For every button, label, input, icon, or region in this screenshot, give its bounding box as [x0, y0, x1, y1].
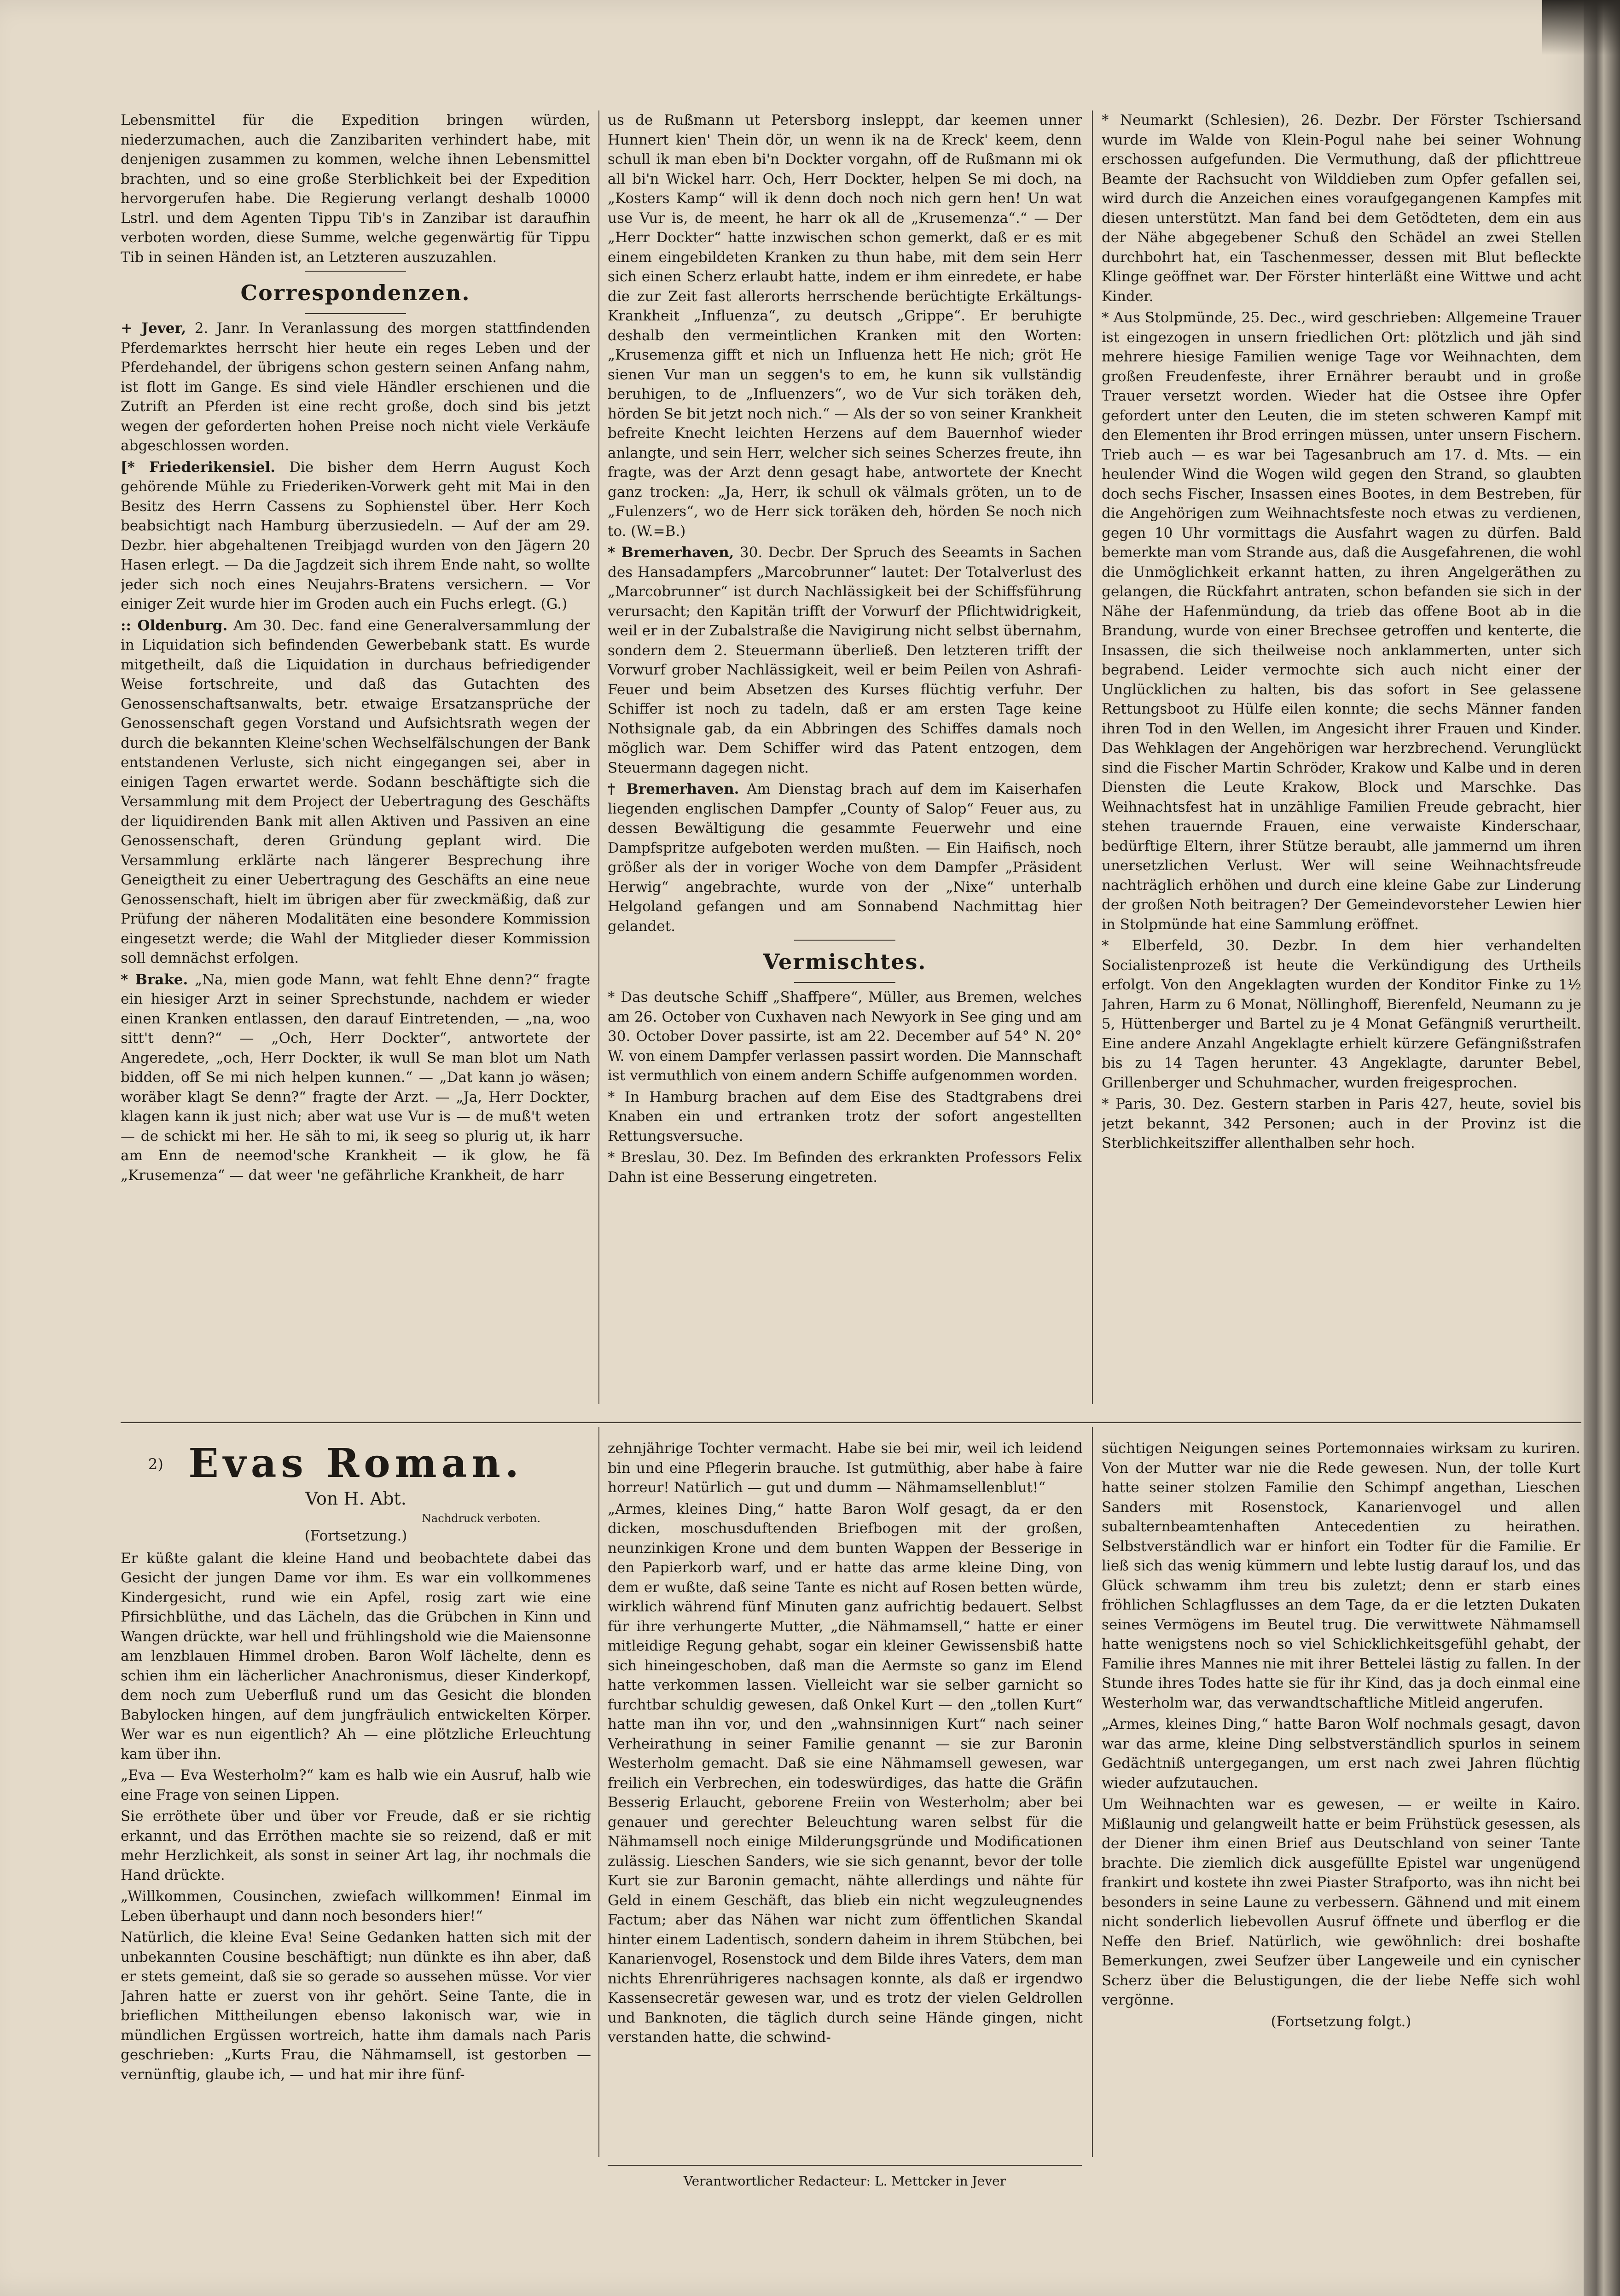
serial-paragraph: Natürlich, die kleine Eva! Seine Gedanken hatten sich mit der unbekannten Cousine beschäftigt; nun dünkte es ihn aber, daß er stets gemeint, daß sie so gerade so aussehen müsse. Vor vier Jahren hatte er zuerst von ihr gehört. Seine Tante, die in brieflichen Mittheilungen ebenso lakonisch war, wie in mündlichen Ergüssen wortreich, hatte ihm damals nach Paris geschrieben: „Kurts Frau, die Nähmamsell, ist gestorben — vernünftig, glaube ich, — und hat mir ihre fünf-: [121, 1929, 591, 2083]
section-heading-vermischtes: Vermischtes.: [763, 949, 927, 974]
divider: [794, 940, 895, 941]
article-text: Am 30. Dec. fand eine Generalversammlung der in Liquidation sich befindenden Gewerbebank statt. Es wurde mitgetheilt, daß die Liquidation in durchaus befriedigender Weise fortschreite, und daß das Gutachten des Genossenschaftsanwalts, betr. etwaige Ersatzansprüche der Genossenschaft gegen Vorstand und Aufsichtsrath wegen der durch die bekannten Kleine'schen Wechselfälschungen der Bank entstandenen Verluste, sich nicht eingegangen sei, aber in einigen Tagen erwartet werde. Sodann beschäftigte sich die Versammlung mit dem Project der Uebertragung des Geschäfts der liquidirenden Bank mit allen Aktiven und Passiven an eine Genossenschaft, deren Gründung geplant wird. Die Versammlung erklärte nach längerer Besprechung ihre Geneigtheit zu einer Uebertragung des Geschäfts an eine neue Genossenschaft, hielt im übrigen aber für zweckmäßig, daß zur Prüfung der näheren Modalitäten eine besondere Kommission eingesetzt werde; die Wahl der Mitglieder dieser Kommission soll demnächst erfolgen.: [121, 617, 590, 966]
serial-paragraph: „Armes, kleines Ding,“ hatte Baron Wolf gesagt, da er den dicken, moschusduftenden Briefbogen mit der großen, neunzinkigen Krone und dem bunten Wappen der Besserige in den Papierkorb warf, und er hatte das arme kleine Ding, von dem er wußte, daß seine Tante es nicht auf Rosen betten würde, wirklich während fünf Minuten ganz aufrichtig bedauert. Selbst für ihre verhungerte Mutter, „die Nähmamsell,“ hatte er einer mitleidige Regung gehabt, sogar ein kleiner Gewissensbiß hatte sich hineingeschoben, daß man die Aermste so ganz im Elend hatte verkommen lassen. Vielleicht war sie selber garnicht so furchtbar schuldig gewesen, daß Onkel Kurt — den „tollen Kurt“ hatte man ihn vor, und den „wahnsinnigen Kurt“ nach seiner Verheirathung in seiner Familie genannt — sie zur Baronin Westerholm gemacht. Daß sie eine Nähmamsell gewesen, war freilich ein Verbrechen, ein todeswürdiges, das hatte die Gräfin Besserig Erlaucht, geborene Freiin von Westerholm; aber bei genauer und gerechter Beleuchtung waren selbst für die Nähmamsell noch einige Milderungsgründe und Modificationen zulässig. Lieschen Sanders, wie sie sich genannt, bevor der tolle Kurt sie zur Baronin gemacht, nähte allerdings und nähte für Geld in einem Geschäft, das blieb ein nicht wegzuleugnendes Factum; aber das Nähen war nicht zum öffentlichen Skandal hinter einem Ladentisch, sondern daheim in ihrem Stübchen, bei Kanarienvogel, Rosenstock und dem Bilde ihres Vaters, dem man nichts Ehrenrührigeres nachsagen konnte, als daß er irgendwo Kassensecretär gewesen war, und es trotz der vielen Geldrollen und Banknoten, die täglich durch seine Hände gingen, nicht verstanden hatte, die schwind-: [608, 1500, 1083, 2046]
serial-column-2: [608, 1439, 1083, 2152]
column-rule: [1092, 110, 1093, 1404]
page-binding-edge: [1584, 0, 1620, 2296]
dateline-place: [* Friederikensiel.: [121, 459, 275, 476]
article-text: „Na, mien gode Mann, wat fehlt Ehne denn?“ fragte ein hiesiger Arzt in seiner Sprechstunde, nachdem er wieder einen Kranken entlassen, den darauf Eintretenden, — „na, woo sitt't denn?“ — „Och, Herr Dockter“, antwortete der Angeredete, „och, Herr Dockter, ik wull Se man blot um Nath bidden, off Se mi nich helpen kunnen.“ — „Dat kann jo wäsen; woräber klagt Se denn?“ fragte der Arzt. — „Ja, Herr Dockter, klagen kann ik just nich; aber wat use Vur is — de muß't weten — de schickt mi her. He säh to mi, ik seeg so plurig ut, ik harr am Enn de neemod'sche Krankheit — ik glow, he fä „Krusemenza“ — dat weer 'ne gefährliche Krankheit, de harr: [121, 971, 590, 1184]
serial-paragraph: zehnjährige Tochter vermacht. Habe sie bei mir, weil ich leidend bin und eine Pflegerin brauche. Ist gutmüthig, aber habe à faire horreur! Natürlich — gut und dumm — Nähmamsellenblut!“: [608, 1440, 1083, 1496]
serial-author: Von H. Abt.: [305, 1488, 406, 1509]
column-rule: [598, 110, 599, 1404]
article-paragraph: * Elberfeld, 30. Dezbr. In dem hier verhandelten Socialistenprozeß ist heute die Verkündigung des Urtheils erfolgt. Von den Angeklagten wurden der Konditor Finke zu 1½ Jahren, Harm zu 6 Monat, Nöllinghoff, Bierenfeld, Neumann zu je 5, Hüttenberger und Bartel zu je 4 Monat Gefängniß verurtheilt. Eine andere Anzahl Angeklagte erhielt kürzere Gefängnißstrafen bis zu 14 Tagen herunter. 43 Angeklagte, darunter Bebel, Grillenberger und Schuhmacher, wurden freigesprochen.: [1102, 937, 1581, 1091]
serial-number: 2): [148, 1455, 163, 1473]
article-bremerhaven-1: [608, 543, 1082, 778]
divider: [305, 313, 406, 314]
serial-column-3: [1102, 1439, 1580, 2152]
article-friederikensiel: [121, 458, 590, 614]
article-jever: [121, 319, 590, 456]
article-paragraph: * Aus Stolpmünde, 25. Dec., wird geschrieben: Allgemeine Trauer ist eingezogen in unsern friedlichen Ort: plötzlich und jäh sind mehrere hiesige Familien wenige Tage vor Weihnachten, dem großen Freudenfeste, ihrer Ernährer beraubt und in große Trauer versetzt worden. Wieder hat die Ostsee ihre Opfer gefordert unter den Leuten, die im steten schweren Kampf mit den Elementen ihr Brod erringen müssen, unter unsern Fischern. Trieb auch — es war bei Tagesanbruch am 17. d. Mts. — ein heulender Wind die Wogen wild gegen den Strand, so glaubten doch sechs Fischer, Insassen eines Bootes, in dem Bestreben, für die Angehörigen zum Weihnachtsfeste noch etwas zu verdienen, gegen 10 Uhr vormittags die Ausfahrt wagen zu dürfen. Bald bemerkte man vom Strande aus, daß die Ausgefahrenen, die wohl die Unmöglichkeit erkannt hatten, zu ihren Angelgeräthen zu gelangen, die Rückfahrt antraten, schon befanden sie sich in der Nähe der Hafenmündung, da trieb das offene Boot ab in die Brandung, wurde von einer Brechsee getroffen und kenterte, die Insassen, die sich theilweise noch anklammerten, unter sich begrabend. Leider vermochte sich auch nicht einer der Unglücklichen zu halten, bis das sofort in See gelassene Rettungsboot zu Hülfe eilen konnte; die sechs Männer fanden ihren Tod in den Wellen, im Angesicht ihrer Frauen und Kinder. Das Wehklagen der Angehörigen war herzbrechend. Verunglückt sind die Fischer Martin Schröder, Krakow und Kalbe und in deren Diensten die Leute Krakow, Block und Marschke. Das Weihnachtsfest hat in unzählige Familien Freude gebracht, hier stehen trauernde Frauen, eine verwaiste Kinderschaar, bedürftige Eltern, ihrer Stütze beraubt, alle jammernd um ihren unersetzlichen Verlust. Wer will seine Weihnachtsfreude nachträglich erhöhen und durch eine kleine Gabe zur Linderung der großen Noth beitragen? Der Gemeindevorsteher Lewien hier in Stolpmünde hat eine Sammlung eröffnet.: [1102, 309, 1581, 933]
serial-paragraph: Um Weihnachten war es gewesen, — er weilte in Kairo. Mißlaunig und gelangweilt hatte er beim Frühstück gesessen, als der Diener ihm einen Brief aus Deutschland von seiner Tante brachte. Die ziemlich dick ausgefüllte Epistel war ungenügend frankirt und kostete ihn zwei Piaster Strafporto, was ihn nicht bei besonders in seine Laune zu verbessern. Gähnend und mit einem nicht sonderlich liebevollen Ausruf öffnete und überflog er die Neffe den Brief. Natürlich, wie gewöhnlich: drei boshafte Bemerkungen, zwei Seufzer über Langeweile und ein cynischer Scherz über die Belustigungen, die der liebe Neffe sich wohl vergönne.: [1102, 1796, 1580, 2008]
dateline-place: + Jever,: [121, 320, 186, 337]
dateline-place: * Brake.: [121, 971, 188, 988]
article-paragraph: us de Rußmann ut Petersborg insleppt, dar keemen unner Hunnert kien' Thein dör, un wenn ik na de Kreck' keem, denn schull ik man eben bi'n Dockter vorgahn, off de Rußmann mi ok all bi'n Wickel harr. Och, Herr Dockter, helpen Se mi doch, na „Kosters Kamp“ will ik denn doch noch nich gern hen! Un wat use Vur is, de meent, he harr ok all de „Krusemenza“.“ — Der „Herr Dockter“ hatte inzwischen schon gemerkt, daß er es mit einem eingebildeten Kranken zu thun habe, mit dem sein Herr sich einen Scherz erlaubt hatte, indem er ihm einredete, er habe die zur Zeit fast allerorts herrschende berüchtigte Erkältungs-Krankheit „Influenza“, zu deutsch „Grippe“. Er beruhigte deshalb den vermeintlichen Kranken mit den Worten: „Krusemenza gifft et nich un Influenza hett He nich; gröt He sienen Vur man un seggen's to em, he kunn sik vullständig beruhigen, to de „Influenzers“, wo de Vur sich toräken deh, hörden Se bit jetzt noch nich.“ — Als der so von seiner Krankheit befreite Knecht leichten Herzens auf dem Bauernhof wieder anlangte, und sein Herr, welcher sich seines Scherzes freute, ihn fragte, was der Arzt denn gesagt habe, antwortete der Knecht ganz trocken: „Ja, Herr, ik schull ok välmals gröten, un to de „Fulenzers“, wo de Herr sick toräken deh, hörden Se noch nich to. (W.=B.): [608, 112, 1082, 540]
article-paragraph: * Paris, 30. Dez. Gestern starben in Paris 427, heute, soviel bis jetzt bekannt, 342 Personen; auch in der Provinz ist die Sterblichkeitsziffer allenthalben sehr hoch.: [1102, 1096, 1581, 1151]
footer-editor-line: Verantwortlicher Redacteur: L. Mettcker in Jever: [683, 2174, 1006, 2189]
divider: [794, 982, 895, 983]
serial-paragraph: Er küßte galant die kleine Hand und beobachtete dabei das Gesicht der jungen Dame vor ihm. Es war ein vollkommenes Kindergesicht, rund wie ein Apfel, rosig zart wie eine Pfirsichblüthe, und das Lächeln, das die Grübchen in Kinn und Wangen drückte, war hell und frühlingshold wie die Maiensonne am lenzblauen Himmel droben. Baron Wolf lächelte, denn es schien ihm ein lächerlicher Anachronismus, dieser Kinderkopf, dem noch zum Ueberfluß rund um das Gesicht die blonden Babylocken hingen, auf dem jungfräulich entwickelten Körper. Wer war es nun eigentlich? Ah — eine plötzliche Erleuchtung kam über ihn.: [121, 1550, 591, 1762]
article-text: 30. Decbr. Der Spruch des Seeamts in Sachen des Hansadampfers „Marcobrunner“ lautet: Der Totalverlust des „Marcobrunner“ ist durch Nachlässigkeit bei der Schiffsführung verursacht; den Kapitän trifft der Vorwurf der Pflichtwidrigkeit, weil er in der Zubalstraße die Navigirung nicht selbst übernahm, sondern dem 2. Steuermann überließ. Den letzteren trifft der Vorwurf grober Nachlässigkeit, weil er beim Peilen von Ashrafi-Feuer und beim Absetzen des Kurses flüchtig verfuhr. Der Schiffer ist noch zu tadeln, daß er am ersten Tage keine Nothsignale gab, da ein Abbringen des Schiffes damals noch möglich war. Dem Schiffer wird das Patent entzogen, dem Steuermann dagegen nicht.: [608, 544, 1082, 776]
section-rule: [121, 1422, 1581, 1423]
article-paragraph: * Breslau, 30. Dez. Im Befinden des erkrankten Professors Felix Dahn ist eine Besserung eingetreten.: [608, 1149, 1082, 1186]
article-text: 2. Janr. In Veranlassung des morgen stattfindenden Pferdemarktes herrscht hier heute ein reges Leben und der Pferdehandel, der übrigens schon gestern seinen Anfang nahm, ist flott im Gange. Es sind viele Händler erschienen und die Zutrift an Pferden ist eine recht große, doch sind bis jetzt wegen der geforderten hohen Preise noch nicht viele Verkäufe abgeschlossen worden.: [121, 320, 590, 454]
footer-rule: [608, 2165, 1082, 2166]
article-paragraph: * Das deutsche Schiff „Shaffpere“, Müller, aus Bremen, welches am 26. October von Cuxhaven nach Newyork in See ging und am 30. October Dover passirte, ist am 22. December auf 54° N. 20° W. von einem Dampfer verlassen passirt worden. Die Mannschaft ist vermuthlich von einem andern Schiffe aufgenommen worden.: [608, 989, 1082, 1084]
article-oldenburg: [121, 616, 590, 968]
dateline-place: † Bremerhaven.: [608, 781, 739, 797]
divider: [305, 271, 406, 272]
serial-paragraph: „Armes, kleines Ding,“ hatte Baron Wolf nochmals gesagt, davon war das arme, kleine Ding selbstverständlich spurlos in seinem Gedächtniß untergegangen, um erst nach zwei Jahren flüchtig wieder aufzutauchen.: [1102, 1716, 1580, 1791]
continuation-note: (Fortsetzung.): [304, 1528, 407, 1544]
serial-title-block: [121, 1441, 591, 1546]
serial-column-1: [121, 1439, 591, 2152]
serial-text: [608, 1439, 1083, 2047]
serial-paragraph: Sie erröthete über und über vor Freude, daß er sie richtig erkannt, und das Erröthen machte sie so reizend, daß er mit mehr Herzlichkeit, als sonst in seiner Art lag, ihr nochmals die Hand drückte.: [121, 1808, 591, 1883]
reprint-notice: Nachdruck verboten.: [421, 1512, 540, 1525]
news-column-3: [1102, 110, 1581, 1405]
article-text: Die bisher dem Herrn August Koch gehörende Mühle zu Friederiken-Vorwerk geht mit Mai in den Besitz des Herrn Cassens zu Sophienstel über. Herr Koch beabsichtigt nach Hamburg überzusiedeln. — Auf der am 29. Dezbr. hier abgehaltenen Treibjagd wurden von den Jägern 20 Hasen erlegt. — Da die Jagdzeit sich ihrem Ende naht, so wollte jeder sich noch eines Neujahrs-Bratens versichern. — Vor einiger Zeit wurde hier im Groden auch ein Fuchs erlegt. (G.): [121, 459, 590, 612]
article-paragraph: * In Hamburg brachen auf dem Eise des Stadtgrabens drei Knaben ein und ertranken trotz der sofort angestellten Rettungsversuche.: [608, 1088, 1082, 1145]
column-rule: [598, 1427, 599, 2157]
scan-shadow: [1542, 0, 1620, 55]
section-heading-correspondenzen: Correspondenzen.: [240, 280, 470, 305]
dateline-place: * Bremerhaven,: [608, 544, 734, 561]
article-paragraph: Lebensmittel für die Expedition bringen würden, niederzumachen, auch die Zanzibariten verhindert habe, mit denjenigen zusammen zu kommen, welche ihnen Lebensmittel brachten, und so eine große Sterblichkeit bei der Expedition hervorgerufen habe. Die Regierung verlangt deshalb 10000 Lstrl. und dem Agenten Tippu Tib's in Zanzibar ist daraufhin verboten worden, diese Summe, welche gegenwärtig für Tippu Tib in seinen Händen ist, an Letzteren auszuzahlen.: [121, 112, 590, 266]
news-column-1: [121, 110, 590, 1405]
serial-title: Evas Roman.: [188, 1440, 523, 1487]
article-bremerhaven-2: [608, 779, 1082, 936]
serial-paragraph: (Fortsetzung folgt.): [1271, 2013, 1411, 2030]
column-rule: [1092, 1427, 1093, 2157]
serial-text: [1102, 1439, 1580, 2031]
dateline-place: :: Oldenburg.: [121, 617, 228, 634]
news-column-2: [608, 110, 1082, 1405]
serial-paragraph: süchtigen Neigungen seines Portemonnaies wirksam zu kuriren. Von der Mutter war nie die Rede gewesen. Nun, der tolle Kurt hatte seiner stolzen Familie den Schimpf angethan, Lieschen Sanders mit Rosenstock, Kanarienvogel und allen subalternbeamtenhaften Antecedentien zu heirathen. Selbstverständlich war er hinfort ein Todter für die Familie. Er ließ sich das wenig kümmern und lebte lustig darauf los, und das Glück schwamm ihm treu bis zuletzt; denn er starb eines fröhlichen Schlagflusses an dem Tage, da er die letzten Dukaten seines Vermögens im Beutel trug. Die verwittwete Nähmamsell hatte wenigstens noch so viel Schicklichkeitsgefühl gehabt, der Familie ihres Mannes nie mit ihrer Bettelei lästig zu fallen. In der Stunde ihres Todes hatte sie für ihr Kind, das ja doch einmal eine Westerholm war, das verwandtschaftliche Mitleid angerufen.: [1102, 1440, 1580, 1711]
article-brake: [121, 970, 590, 1186]
article-text: Am Dienstag brach auf dem im Kaiserhafen liegenden englischen Dampfer „County of Salop“ Feuer aus, zu dessen Bewältigung die gesammte Feuerwehr und eine Dampfspritze aufgeboten werden mußten. — Ein Haifisch, noch größer als der in voriger Woche von dem Dampfer „Präsident Herwig“ angebrachte, wurde von der „Nixe“ unterhalb Helgoland gefangen und am Sonnabend Nachmittag hier gelandet.: [608, 781, 1082, 935]
article-paragraph: * Neumarkt (Schlesien), 26. Dezbr. Der Förster Tschiersand wurde im Walde von Klein-Pogul nahe bei seiner Wohnung erschossen aufgefunden. Die Vermuthung, daß der pflichttreue Beamte der Rachsucht von Wilddieben zum Opfer gefallen sei, wird durch die Anzeichen eines voraufgegangenen Kampfes mit diesen unterstützt. Man fand bei dem Getödteten, dem ein aus der Nähe abgegebener Schuß den Schädel an zwei Stellen durchbohrt hat, ein Taschenmesser, dessen mit Blut befleckte Klinge geöffnet war. Der Förster hinterläßt eine Wittwe und acht Kinder.: [1102, 112, 1581, 305]
serial-paragraph: „Eva — Eva Westerholm?“ kam es halb wie ein Ausruf, halb wie eine Frage von seinen Lippen.: [121, 1767, 591, 1803]
serial-paragraph: „Willkommen, Cousinchen, zwiefach willkommen! Einmal im Leben überhaupt und dann noch besonders hier!“: [121, 1888, 591, 1924]
serial-text: [121, 1549, 591, 2085]
